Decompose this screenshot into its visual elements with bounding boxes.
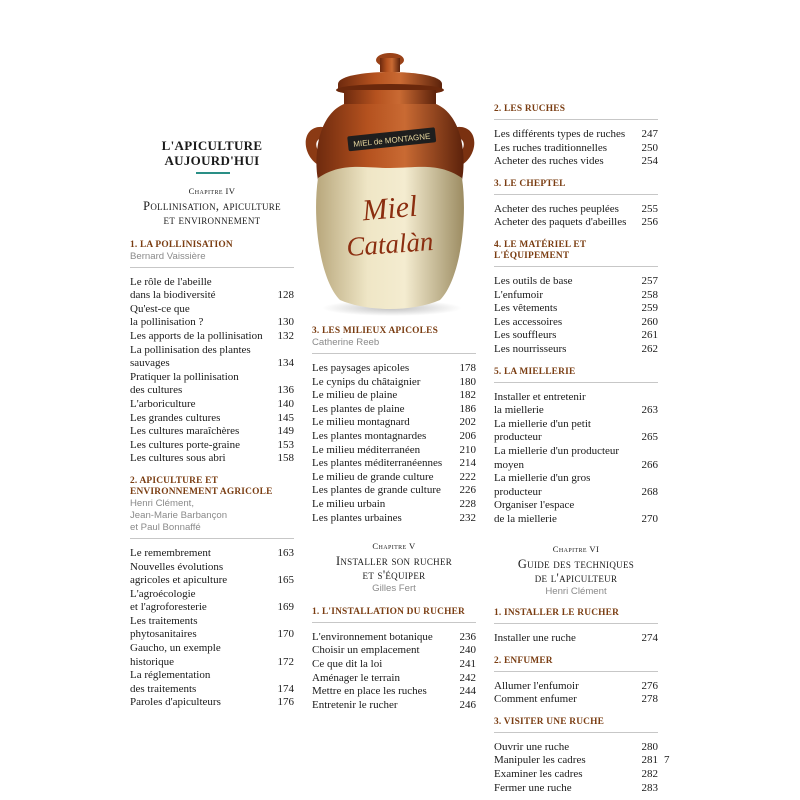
section-heading: 1. L'INSTALLATION DU RUCHER (312, 606, 465, 617)
divider (494, 382, 658, 383)
toc-entry (494, 216, 658, 230)
divider (130, 267, 294, 268)
toc-entry-page: 265 (641, 431, 658, 444)
toc-entry-page: 228 (459, 497, 476, 510)
toc-entry-page: 226 (459, 484, 476, 497)
toc-entry-title: Les outils de base (494, 274, 573, 287)
toc-entry-title: Installer une ruche (494, 632, 576, 645)
toc-entry-page: 263 (641, 404, 658, 417)
toc-entry (494, 329, 658, 343)
toc-entry-page: 202 (459, 416, 476, 429)
chapter-label: Chapitre V (372, 541, 416, 552)
toc-entry-title: L'agroécologie et l'agroforesterie (130, 587, 207, 614)
toc-entry-title: Les cultures sous abri (130, 452, 226, 465)
toc-entry-title: Le rôle de l'abeille dans la biodiversité (130, 275, 216, 302)
honey-jar-illustration (298, 50, 482, 318)
toc-entry-title: Pratiquer la pollinisation des cultures (130, 370, 239, 397)
toc-entry-title: Acheter des ruches peuplées (494, 202, 619, 215)
toc-entry-page: 260 (641, 315, 658, 328)
toc-entry-title: Le milieu montagnard (312, 416, 410, 429)
toc-entry (312, 512, 476, 526)
toc-entry (130, 588, 294, 615)
toc-entry-title: Les différents types de ruches (494, 128, 626, 140)
toc-entry-title: Comment enfumer (494, 693, 577, 706)
toc-entry (312, 685, 476, 699)
toc-entry-page: 206 (459, 429, 476, 442)
toc-entry (130, 344, 294, 371)
toc-entry (312, 403, 476, 417)
toc-entry (130, 452, 294, 466)
toc-entry-page: 172 (277, 655, 294, 668)
toc-entry-title: L'arboriculture (130, 397, 196, 410)
toc-entry-title: Les accessoires (494, 315, 563, 328)
toc-entry-title: La réglementation des traitements (130, 669, 211, 695)
toc-entry-title: Entretenir le rucher (312, 698, 398, 711)
toc-entry-title: Le cynips du châtaignier (312, 375, 421, 388)
toc-entry-title: Ouvrir une ruche (494, 740, 570, 753)
toc-entry-title: Les plantes montagnardes (312, 429, 427, 442)
toc-entry-title: Installer et entretenir la miellerie (494, 390, 586, 417)
toc-entry-title: Choisir un emplacement (312, 644, 420, 657)
jar-label-top: MIEL de MONTAGNE (352, 131, 431, 149)
divider (494, 671, 658, 672)
divider (494, 732, 658, 733)
part-title: L'APICULTURE AUJOURD'HUI (161, 138, 263, 168)
toc-entry (312, 471, 476, 485)
toc-entry (494, 472, 658, 499)
toc-entry-title: Organiser l'espace de la miellerie (494, 499, 575, 525)
chapter-label: Chapitre IV (188, 186, 236, 196)
toc-entry-title: Les plantes de grande culture (312, 484, 441, 497)
toc-entry-title: Allumer l'enfumoir (494, 679, 579, 692)
toc-entry (494, 203, 658, 217)
toc-entry-page: 149 (277, 425, 294, 438)
section-heading: 3. LES MILIEUX APICOLES (312, 326, 438, 336)
toc-entry-page: 259 (641, 302, 658, 315)
toc-entry-page: 280 (641, 740, 658, 753)
toc-column-3 (494, 104, 658, 795)
toc-entry (494, 754, 658, 768)
toc-entry-title: Fermer une ruche (494, 781, 572, 794)
toc-entry-page: 165 (277, 574, 294, 587)
toc-entry (312, 672, 476, 686)
toc-entry-page: 250 (641, 141, 658, 154)
section-heading: 2. LES RUCHES (494, 104, 566, 114)
toc-entry-page: 140 (277, 397, 294, 410)
toc-entry (312, 416, 476, 430)
toc-entry-title: Le milieu de grande culture (312, 470, 434, 483)
toc-entry (130, 547, 294, 561)
divider (312, 353, 476, 354)
toc-entry (312, 457, 476, 471)
toc-entry-title: Les vêtements (494, 302, 558, 315)
toc-entry-title: Les nourrisseurs (494, 342, 567, 355)
toc-entry-title: Acheter des paquets d'abeilles (494, 216, 627, 229)
toc-entry-title: Les grandes cultures (130, 411, 221, 424)
toc-entry-title: L'environnement botanique (312, 630, 433, 643)
toc-entry (312, 430, 476, 444)
toc-entry-title: Le milieu méditerranéen (312, 443, 421, 456)
toc-entry (312, 484, 476, 498)
toc-entry (494, 782, 658, 796)
toc-entry-title: Examiner les cadres (494, 768, 583, 781)
toc-entry-page: 242 (459, 671, 476, 684)
toc-entry-title: Mettre en place les ruches (312, 685, 427, 698)
toc-entry-page: 132 (277, 329, 294, 342)
toc-entry-title: Les apports de la pollinisation (130, 329, 263, 342)
toc-entry-title: La pollinisation des plantes sauvages (130, 343, 251, 370)
toc-entry (130, 412, 294, 426)
toc-entry-page: 136 (277, 384, 294, 397)
toc-entry (494, 680, 658, 694)
chapter-author: Gilles Fert (372, 582, 416, 594)
toc-entry-page: 176 (277, 696, 294, 709)
toc-entry (494, 418, 658, 445)
toc-entry (494, 632, 658, 646)
toc-entry-title: Les paysages apicoles (312, 362, 410, 374)
toc-entry-page: 266 (641, 458, 658, 471)
part-title-underline (196, 172, 230, 174)
toc-entry-page: 257 (641, 274, 658, 287)
toc-entry (494, 275, 658, 289)
toc-entry-page: 270 (641, 512, 658, 525)
toc-entry-title: Le milieu urbain (312, 497, 386, 510)
toc-entry (130, 642, 294, 669)
toc-column-2 (312, 326, 476, 712)
toc-entry-page: 254 (641, 155, 658, 168)
toc-entry-page: 174 (277, 682, 294, 695)
toc-entry-page: 134 (277, 357, 294, 370)
toc-entry-page: 186 (459, 402, 476, 415)
section-heading: 1. LA POLLINISATION (130, 239, 233, 250)
toc-entry-page: 247 (641, 128, 658, 140)
section-heading: 2. ENFUMER (494, 655, 553, 666)
toc-entry (130, 303, 294, 330)
toc-entry (494, 302, 658, 316)
toc-entry-title: La miellerie d'un gros producteur (494, 472, 591, 498)
section-heading: 5. LA MIELLERIE (494, 366, 576, 377)
toc-entry-page: 222 (459, 470, 476, 483)
toc-entry-title: Acheter des ruches vides (494, 155, 604, 168)
toc-entry-title: Les cultures porte-graine (130, 438, 240, 451)
toc-entry (130, 371, 294, 398)
chapter-author: Henri Clément (545, 586, 607, 598)
toc-entry-page: 163 (277, 546, 294, 559)
divider (494, 194, 658, 195)
toc-entry (312, 631, 476, 645)
toc-entry (494, 741, 658, 755)
toc-entry-title: Les souffleurs (494, 329, 557, 342)
toc-entry (130, 425, 294, 439)
toc-entry-page: 246 (459, 698, 476, 711)
toc-entry-page: 256 (641, 216, 658, 229)
section-heading: 3. VISITER UNE RUCHE (494, 716, 605, 727)
toc-entry-page: 210 (459, 443, 476, 456)
section-author: Henri Clément, Jean-Marie Barbançon et Paul Bonnaffé (130, 497, 228, 533)
toc-entry-page: 282 (641, 768, 658, 781)
toc-entry-page: 255 (641, 202, 658, 215)
toc-entry-page: 180 (459, 375, 476, 388)
toc-entry-page: 278 (641, 693, 658, 706)
toc-entry (494, 343, 658, 357)
toc-entry-title: Paroles d'apiculteurs (130, 696, 221, 709)
toc-entry-page: 153 (277, 438, 294, 451)
chapter-title: Guide des techniques de l'apiculteur (517, 557, 635, 586)
toc-entry-page: 274 (641, 632, 658, 645)
toc-entry (130, 276, 294, 303)
toc-entry-page: 236 (459, 630, 476, 643)
toc-entry-title: Aménager le terrain (312, 671, 400, 684)
toc-entry (130, 330, 294, 344)
toc-entry (494, 142, 658, 156)
divider (494, 623, 658, 624)
toc-entry-title: Les plantes méditerranéennes (312, 457, 443, 470)
toc-entry-page: 158 (277, 452, 294, 465)
toc-entry-title: Les ruches traditionnelles (494, 141, 608, 154)
divider (130, 538, 294, 539)
toc-entry-page: 130 (277, 316, 294, 329)
toc-entry (494, 693, 658, 707)
toc-entry-title: Ce que dit la loi (312, 657, 383, 670)
toc-entry (130, 669, 294, 696)
toc-entry-title: Les traitements phytosanitaires (130, 614, 198, 641)
page-number: 7 (664, 754, 670, 766)
divider (494, 119, 658, 120)
toc-entry-page: 283 (641, 781, 658, 794)
section-heading: 3. LE CHEPTEL (494, 178, 566, 189)
toc-entry-page: 281 (641, 754, 658, 767)
toc-entry (494, 499, 658, 526)
toc-entry-page: 240 (459, 644, 476, 657)
chapter-title: Pollinisation, apiculture et environnement (143, 199, 281, 227)
toc-entry-title: La miellerie d'un producteur moyen (494, 444, 620, 471)
chapter-label: Chapitre VI (552, 544, 600, 555)
section-heading: 4. LE MATÉRIEL ET L'ÉQUIPEMENT (494, 239, 587, 261)
toc-entry (130, 615, 294, 642)
toc-entry-title: Qu'est-ce que la pollinisation ? (130, 302, 204, 329)
toc-entry (494, 445, 658, 472)
toc-entry (312, 644, 476, 658)
toc-entry (130, 439, 294, 453)
toc-entry (312, 444, 476, 458)
toc-entry-page: 128 (277, 289, 294, 302)
toc-entry-page: 276 (641, 679, 658, 692)
toc-entry-title: Manipuler les cadres (494, 754, 586, 767)
toc-entry-page: 232 (459, 511, 476, 524)
toc-entry-page: 145 (277, 411, 294, 424)
toc-entry (312, 389, 476, 403)
toc-entry-title: Les plantes urbaines (312, 511, 402, 524)
toc-entry (312, 498, 476, 512)
toc-entry-title: Les cultures maraîchères (130, 425, 240, 438)
section-author: Bernard Vaissière (130, 250, 206, 262)
toc-entry-title: Le remembrement (130, 546, 211, 559)
toc-entry (494, 768, 658, 782)
toc-entry-page: 268 (641, 485, 658, 498)
toc-entry-title: Gaucho, un exemple historique (130, 642, 221, 668)
section-author: Catherine Reeb (312, 337, 380, 348)
divider (494, 266, 658, 267)
divider (312, 622, 476, 623)
toc-entry (130, 696, 294, 710)
toc-entry (312, 658, 476, 672)
toc-entry (494, 391, 658, 418)
section-heading: 2. APICULTURE ET ENVIRONNEMENT AGRICOLE (130, 475, 273, 497)
toc-entry-title: Les plantes de plaine (312, 402, 405, 415)
toc-entry-title: La miellerie d'un petit producteur (494, 417, 591, 444)
toc-entry-page: 170 (277, 628, 294, 641)
toc-entry-page: 214 (459, 457, 476, 470)
toc-entry (130, 561, 294, 588)
toc-entry-page: 178 (459, 362, 476, 374)
toc-entry-title: Nouvelles évolutions agricoles et apiculture (130, 560, 228, 587)
toc-entry-title: L'enfumoir (494, 288, 544, 301)
toc-entry (312, 362, 476, 376)
toc-entry (130, 398, 294, 412)
toc-entry-title: Le milieu de plaine (312, 389, 398, 402)
toc-entry (494, 316, 658, 330)
toc-entry (494, 289, 658, 303)
toc-entry-page: 244 (459, 685, 476, 698)
toc-entry-page: 169 (277, 601, 294, 614)
jar-label-line2: Catalàn (345, 226, 435, 263)
toc-entry-page: 241 (459, 657, 476, 670)
jar-label-line1: Miel (361, 189, 419, 228)
toc-entry (494, 128, 658, 142)
toc-entry-page: 258 (641, 288, 658, 301)
toc-entry-page: 261 (641, 329, 658, 342)
toc-column-1 (130, 186, 294, 710)
section-heading: 1. INSTALLER LE RUCHER (494, 608, 620, 619)
toc-entry (494, 155, 658, 169)
toc-entry (312, 376, 476, 390)
chapter-title: Installer son rucher et s'équiper (335, 554, 453, 582)
toc-entry-page: 262 (641, 342, 658, 355)
toc-entry-page: 182 (459, 389, 476, 402)
toc-entry (312, 699, 476, 713)
